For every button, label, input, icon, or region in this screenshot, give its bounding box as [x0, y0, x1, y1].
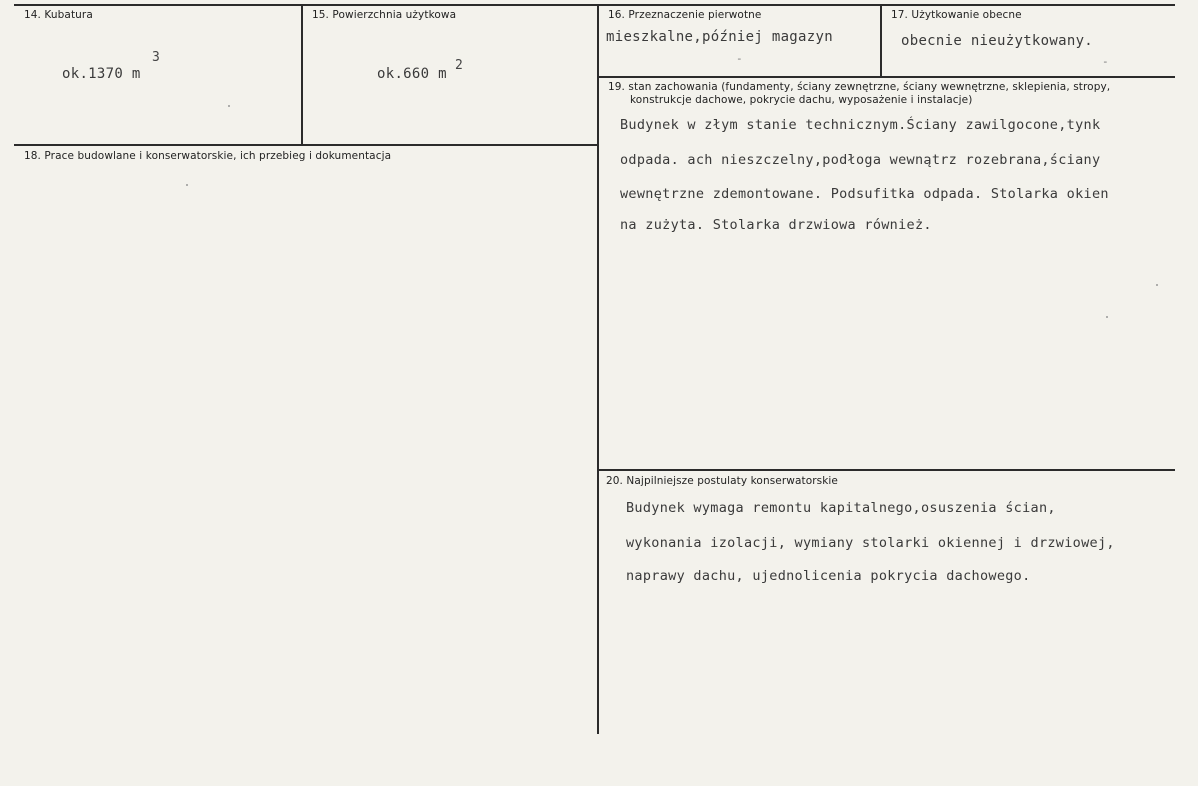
divider-row-right-2	[597, 469, 1175, 471]
field-14-label: 14. Kubatura	[24, 9, 93, 21]
field-19-label-line2: konstrukcje dachowe, pokrycie dachu, wyposażenie i instalacje)	[630, 94, 973, 106]
field-19-line-3: wewnętrzne zdemontowane. Podsufitka odpada. Stolarka okien	[620, 186, 1109, 202]
divider-center	[597, 4, 599, 734]
field-20-label: 20. Najpilniejsze postulaty konserwatorskie	[606, 475, 838, 487]
divider-16-17	[880, 4, 882, 76]
field-17-value: obecnie nieużytkowany.	[901, 33, 1094, 49]
field-17-label: 17. Użytkowanie obecne	[891, 9, 1022, 21]
field-20-line-1: Budynek wymaga remontu kapitalnego,osuszenia ścian,	[626, 500, 1056, 516]
paper-speck	[186, 184, 188, 186]
divider-14-15	[301, 4, 303, 145]
field-19-line-2: odpada. ach nieszczelny,podłoga wewnątrz rozebrana,ściany	[620, 152, 1101, 168]
top-border	[14, 4, 1175, 6]
field-17-mark: -	[1102, 55, 1109, 68]
paper-speck	[228, 105, 230, 107]
field-16-label: 16. Przeznaczenie pierwotne	[608, 9, 762, 21]
field-19-label-line1: 19. stan zachowania (fundamenty, ściany zewnętrzne, ściany wewnętrzne, sklepienia, stropy,	[608, 81, 1111, 93]
field-20-line-3: naprawy dachu, ujednolicenia pokrycia dachowego.	[626, 568, 1031, 584]
field-15-label: 15. Powierzchnia użytkowa	[312, 9, 457, 21]
field-20-line-2: wykonania izolacji, wymiany stolarki okiennej i drzwiowej,	[626, 535, 1115, 551]
field-19-line-1: Budynek w złym stanie technicznym.Ściany zawilgocone,tynk	[620, 117, 1101, 133]
field-16-mark: -	[736, 52, 743, 65]
field-15-value: ok.660 m	[377, 66, 447, 82]
field-18-label: 18. Prace budowlane i konserwatorskie, ich przebieg i dokumentacja	[24, 150, 392, 162]
paper-speck	[1156, 284, 1158, 286]
paper-speck	[1106, 316, 1108, 318]
field-14-value: ok.1370 m	[62, 66, 141, 82]
divider-row-right-1	[597, 76, 1175, 78]
field-19-line-4: na zużyta. Stolarka drzwiowa również.	[620, 217, 932, 233]
field-15-superscript: 2	[455, 58, 463, 73]
field-14-superscript: 3	[152, 50, 160, 65]
field-16-value: mieszkalne,później magazyn	[606, 29, 833, 45]
divider-row-left	[14, 144, 598, 146]
